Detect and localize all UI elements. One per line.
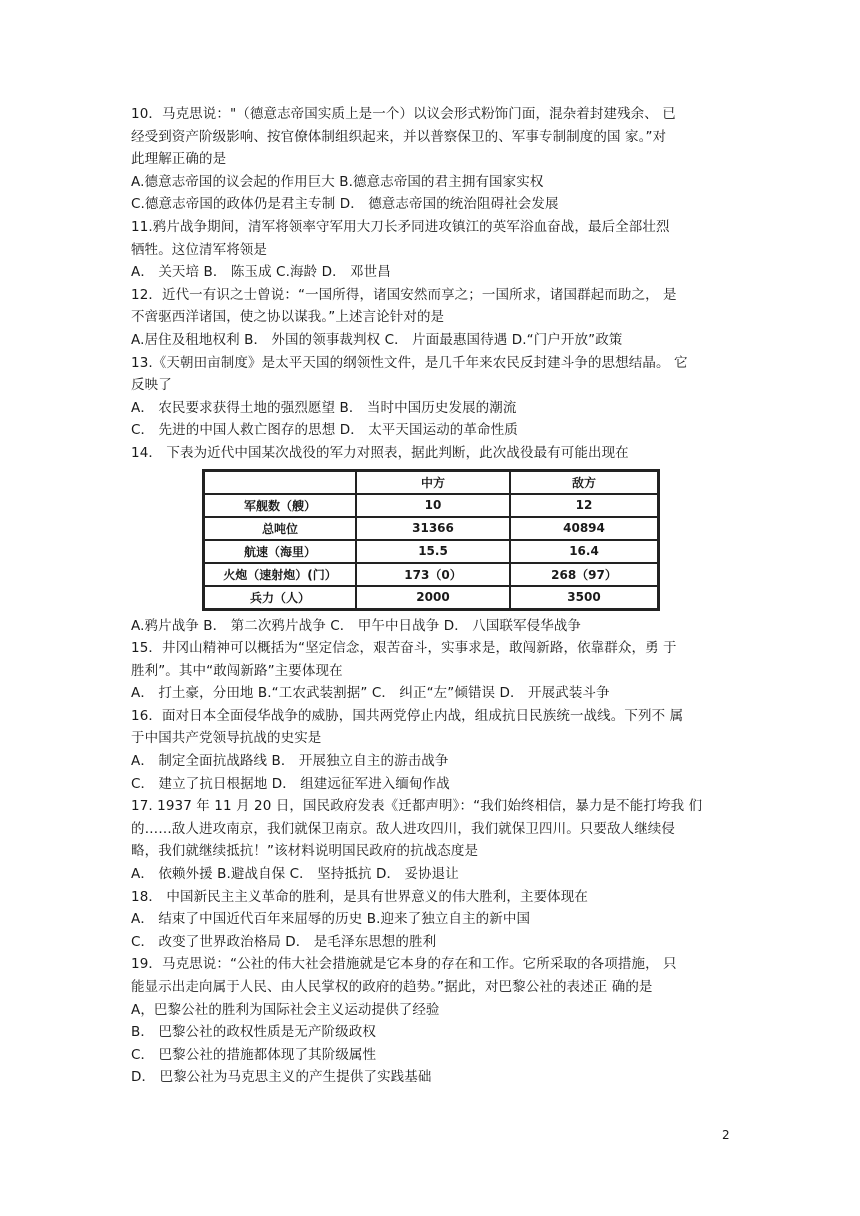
table-row (204, 517, 659, 540)
text-line: 牺牲。这位清军将领是 (131, 241, 267, 258)
table-cell: 航速（海里） (204, 540, 357, 563)
table-row (204, 540, 659, 563)
table-cell: 15.5 (356, 540, 510, 563)
text-line: A． 结束了中国近代百年来屈辱的历史 B.迎来了独立自主的新中国 (131, 911, 531, 928)
forces-comparison-table (202, 469, 660, 611)
table-header-row (204, 470, 659, 494)
text-line: 经受到资产阶级影响、按官僚体制组织起来，并以普察保卫的、军事专制制度的国 家。”对 (131, 128, 667, 145)
text-line: 的……敌人进攻南京，我们就保卫南京。敌人进攻四川，我们就保卫四川。只要敌人继续侵 (131, 820, 675, 837)
table-cell: 2000 (356, 586, 510, 610)
text-line: B． 巴黎公社的政权性质是无产阶级政权 (131, 1024, 376, 1041)
table-cell: 40894 (510, 517, 659, 540)
table-row (204, 563, 659, 586)
table-header-cell: 中方 (356, 470, 510, 494)
text-line: A，巴黎公社的胜利为国际社会主义运动提供了经验 (131, 1001, 440, 1018)
table-cell: 3500 (510, 586, 659, 610)
table-cell: 10 (356, 494, 510, 517)
text-line: 11.鸦片战争期间，清军将领率守军用大刀长矛同进攻镇江的英军浴血奋战，最后全部壮烈 (131, 218, 670, 235)
text-line: A.居住及租地权利 B． 外国的领事裁判权 C． 片面最惠国待遇 D.“门户开放”政策 (131, 331, 623, 348)
text-line: C． 先进的中国人救亡图存的思想 D． 太平天国运动的革命性质 (131, 422, 518, 439)
table-header-cell: 敌方 (510, 470, 659, 494)
table-cell: 268（97） (510, 563, 659, 586)
table-header-cell (204, 470, 357, 494)
text-line: A.鸦片战争 B． 第二次鸦片战争 C． 甲午中日战争 D． 八国联军侵华战争 (131, 617, 582, 634)
table-cell: 173（0） (356, 563, 510, 586)
text-line: 反映了 (131, 377, 172, 394)
text-line: C． 改变了世界政治格局 D． 是毛泽东思想的胜利 (131, 933, 437, 950)
questions-14-19 (131, 615, 731, 1089)
text-line: A． 打土豪，分田地 B.“工农武装割据” C． 纠正“左”倾错误 D． 开展武装斗争 (131, 685, 610, 702)
text-line: 此理解正确的是 (131, 151, 227, 168)
page-number: 2 (722, 1128, 730, 1142)
text-line: 12．近代一有识之士曾说：“一国所得，诸国安然而享之；一国所求，诸国群起而助之， 是 (131, 286, 677, 303)
table-cell: 兵力（人） (204, 586, 357, 610)
text-line: 于中国共产党领导抗战的史实是 (131, 730, 322, 747)
text-line: A． 依赖外援 B.避战自保 C． 坚持抵抗 D． 妥协退让 (131, 866, 459, 883)
text-line: 19．马克思说：“公社的伟大社会措施就是它本身的存在和工作。它所采取的各项措施， 只 (131, 956, 677, 973)
text-line: C． 建立了抗日根据地 D． 组建远征军进入缅甸作战 (131, 775, 450, 792)
questions-10-14 (131, 103, 731, 465)
forces-comparison-table-wrap (202, 469, 662, 611)
table-cell: 军舰数（艘） (204, 494, 357, 517)
text-line: 10．马克思说："（德意志帝国实质上是一个）以议会形式粉饰门面，混杂着封建残余、 已 (131, 106, 676, 122)
table-cell: 16.4 (510, 540, 659, 563)
text-line: 18． 中国新民主主义革命的胜利，是具有世界意义的伟大胜利，主要体现在 (131, 888, 588, 905)
text-line: 能显示出走向属于人民、由人民掌权的政府的趋势。”据此，对巴黎公社的表述正 确的是 (131, 979, 653, 995)
table-cell: 12 (510, 494, 659, 517)
text-line: 13.《天朝田亩制度》是太平天国的纲领性文件，是几千年来农民反封建斗争的思想结晶。 它 (131, 354, 688, 371)
text-line: A． 制定全面抗战路线 B． 开展独立自主的游击战争 (131, 753, 449, 770)
text-line: 不啻驱西洋诸国，使之协以谋我。”上述言论针对的是 (131, 309, 445, 326)
text-line: A． 农民要求获得土地的强烈愿望 B． 当时中国历史发展的潮流 (131, 399, 517, 416)
text-line: 14． 下表为近代中国某次战役的军力对照表，据此判断，此次战役最有可能出现在 (131, 444, 629, 461)
text-line: A． 关天培 B． 陈玉成 C.海龄 D． 邓世昌 (131, 264, 391, 281)
text-line: C.德意志帝国的政体仍是君主专制 D． 德意志帝国的统治阻碍社会发展 (131, 196, 559, 213)
text-line: 16．面对日本全面侵华战争的威胁，国共两党停止内战，组成抗日民族统一战线。下列不 属 (131, 707, 684, 724)
table-row (204, 494, 659, 517)
document-body (131, 103, 731, 1089)
text-line: 15．井冈山精神可以概括为“坚定信念，艰苦奋斗，实事求是，敢闯新路，依靠群众，勇 于 (131, 640, 677, 657)
text-line: 略，我们就继续抵抗！”该材料说明国民政府的抗战态度是 (131, 843, 479, 860)
text-line: 胜利”。其中“敢闯新路”主要体现在 (131, 662, 343, 679)
text-line: 17. 1937 年 11 月 20 日，国民政府发表《迁都声明》：“我们始终相信，暴力是不能打垮我 们 (131, 798, 703, 815)
table-cell: 总吨位 (204, 517, 357, 540)
text-line: A.德意志帝国的议会起的作用巨大 B.德意志帝国的君主拥有国家实权 (131, 173, 544, 190)
text-line: D． 巴黎公社为马克思主义的产生提供了实践基础 (131, 1069, 432, 1086)
table-cell: 31366 (356, 517, 510, 540)
text-line: C． 巴黎公社的措施都体现了其阶级属性 (131, 1046, 377, 1063)
table-row (204, 586, 659, 610)
table-cell: 火炮（速射炮）(门） (204, 563, 357, 586)
